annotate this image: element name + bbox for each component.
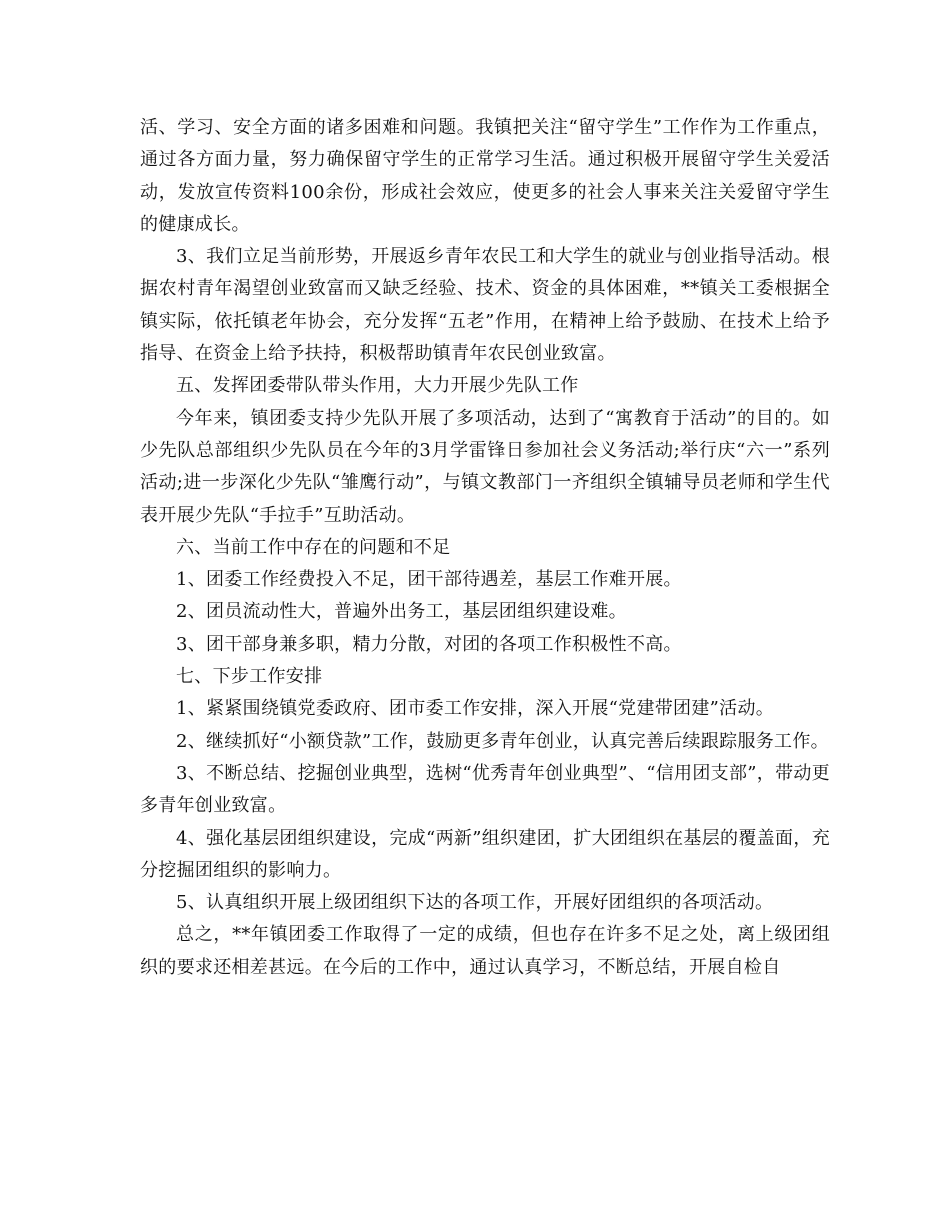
list-item: 3、团干部身兼多职，精力分散，对团的各项工作积极性不高。 [176,633,682,655]
list-item: 4、强化基层团组织建设，完成“两新”组织建团，扩大团组织在基层的覆盖面，充分挖掘团组织的影响力。 [140,827,830,881]
document-body [140,112,830,984]
section-heading: 七、下步工作安排 [176,666,323,688]
list-item: 2、团员流动性大，普遍外出务工，基层团组织建设难。 [176,601,627,623]
paragraph: 3、我们立足当前形势，开展返乡青年农民工和大学生的就业与创业指导活动。根据农村青年渴望创业致富而又缺乏经验、技术、资金的具体困难，**镇关工委根据全镇实际，依托镇老年协会，充分发挥“五老”作用，在精神上给予鼓励、在技术上给予指导、在资金上给予扶持，积极帮助镇青年农民创业致富。 [140,246,830,365]
section-heading: 五、发挥团委带队带头作用，大力开展少先队工作 [176,375,579,397]
list-item: 1、紧紧围绕镇党委政府、团市委工作安排，深入开展“党建带团建”活动。 [176,698,775,720]
paragraph: 活、学习、安全方面的诸多困难和问题。我镇把关注“留守学生”工作作为工作重点，通过各方面力量，努力确保留守学生的正常学习生活。通过积极开展留守学生关爱活动，发放宣传资料100余份，形成社会效应，使更多的社会人事来关注关爱留守学生的健康成长。 [140,117,830,235]
list-item: 1、团委工作经费投入不足，团干部待遇差，基层工作难开展。 [176,569,682,591]
section-heading: 六、当前工作中存在的问题和不足 [176,536,451,558]
paragraph: 总之，**年镇团委工作取得了一定的成绩，但也存在许多不足之处，离上级团组织的要求还相差甚远。在今后的工作中，通过认真学习，不断总结，开展自检自 [140,924,830,978]
paragraph: 今年来，镇团委支持少先队开展了多项活动，达到了“寓教育于活动”的目的。如少先队总部组织少先队员在今年的3月学雷锋日参加社会义务活动;举行庆“六一”系列活动;进一步深化少先队“雏鹰行动”，与镇文教部门一齐组织全镇辅导员老师和学生代表开展少先队“手拉手”互助活动。 [140,407,830,526]
list-item: 3、不断总结、挖掘创业典型，选树“优秀青年创业典型”、“信用团支部”，带动更多青年创业致富。 [140,762,830,817]
list-item: 5、认真组织开展上级团组织下达的各项工作，开展好团组织的各项活动。 [176,892,774,914]
list-item: 2、继续抓好“小额贷款”工作，鼓励更多青年创业，认真完善后续跟踪服务工作。 [176,730,829,752]
